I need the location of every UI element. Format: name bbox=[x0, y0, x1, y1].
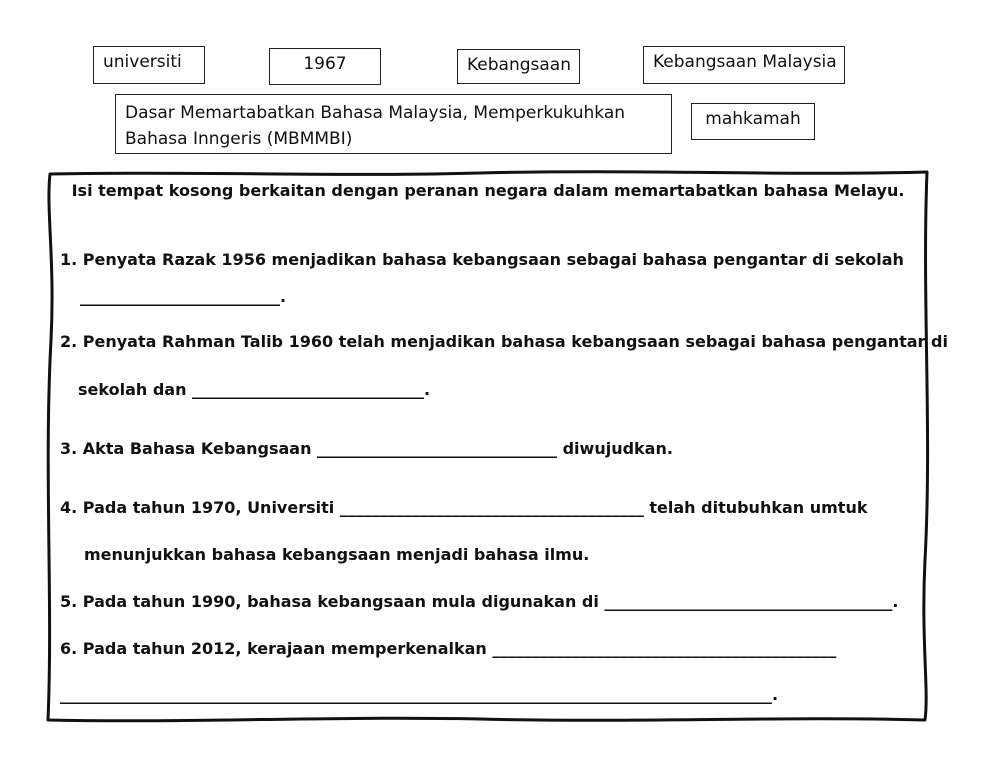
word-kebangsaan-malaysia[interactable]: Kebangsaan Malaysia bbox=[643, 46, 845, 84]
question-5[interactable]: 5. Pada tahun 1990, bahasa kebangsaan mula digunakan di ____________________________________. bbox=[60, 592, 899, 611]
word-1967[interactable]: 1967 bbox=[269, 48, 381, 85]
word-kebangsaan[interactable]: Kebangsaan bbox=[457, 49, 580, 84]
word-universiti[interactable]: universiti bbox=[93, 46, 205, 84]
worksheet-content bbox=[48, 170, 948, 720]
question-1-line-1: 1. Penyata Razak 1956 menjadikan bahasa kebangsaan sebagai bahasa pengantar di sekolah bbox=[60, 250, 904, 269]
question-3[interactable]: 3. Akta Bahasa Kebangsaan ______________________________ diwujudkan. bbox=[60, 439, 673, 458]
word-mahkamah[interactable]: mahkamah bbox=[691, 103, 815, 140]
question-2-line-2[interactable]: sekolah dan _____________________________. bbox=[78, 380, 431, 399]
question-1-blank[interactable]: _________________________. bbox=[80, 287, 287, 306]
question-4-line-2: menunjukkan bahasa kebangsaan menjadi bahasa ilmu. bbox=[84, 545, 590, 564]
question-6-line-2[interactable]: _________________________________________________________________________________________. bbox=[60, 685, 779, 704]
word-mbmmbi[interactable]: Dasar Memartabatkan Bahasa Malaysia, Memperkukuhkan Bahasa Inngeris (MBMMBI) bbox=[115, 94, 672, 154]
question-2-line-1: 2. Penyata Rahman Talib 1960 telah menjadikan bahasa kebangsaan sebagai bahasa pengantar di bbox=[60, 332, 948, 351]
question-6-line-1[interactable]: 6. Pada tahun 2012, kerajaan memperkenalkan ___________________________________________ bbox=[60, 639, 837, 658]
question-4-line-1[interactable]: 4. Pada tahun 1970, Universiti ______________________________________ telah ditubuhkan umtuk bbox=[60, 498, 868, 517]
instruction-text: Isi tempat kosong berkaitan dengan peranan negara dalam memartabatkan bahasa Melayu. bbox=[71, 181, 905, 200]
